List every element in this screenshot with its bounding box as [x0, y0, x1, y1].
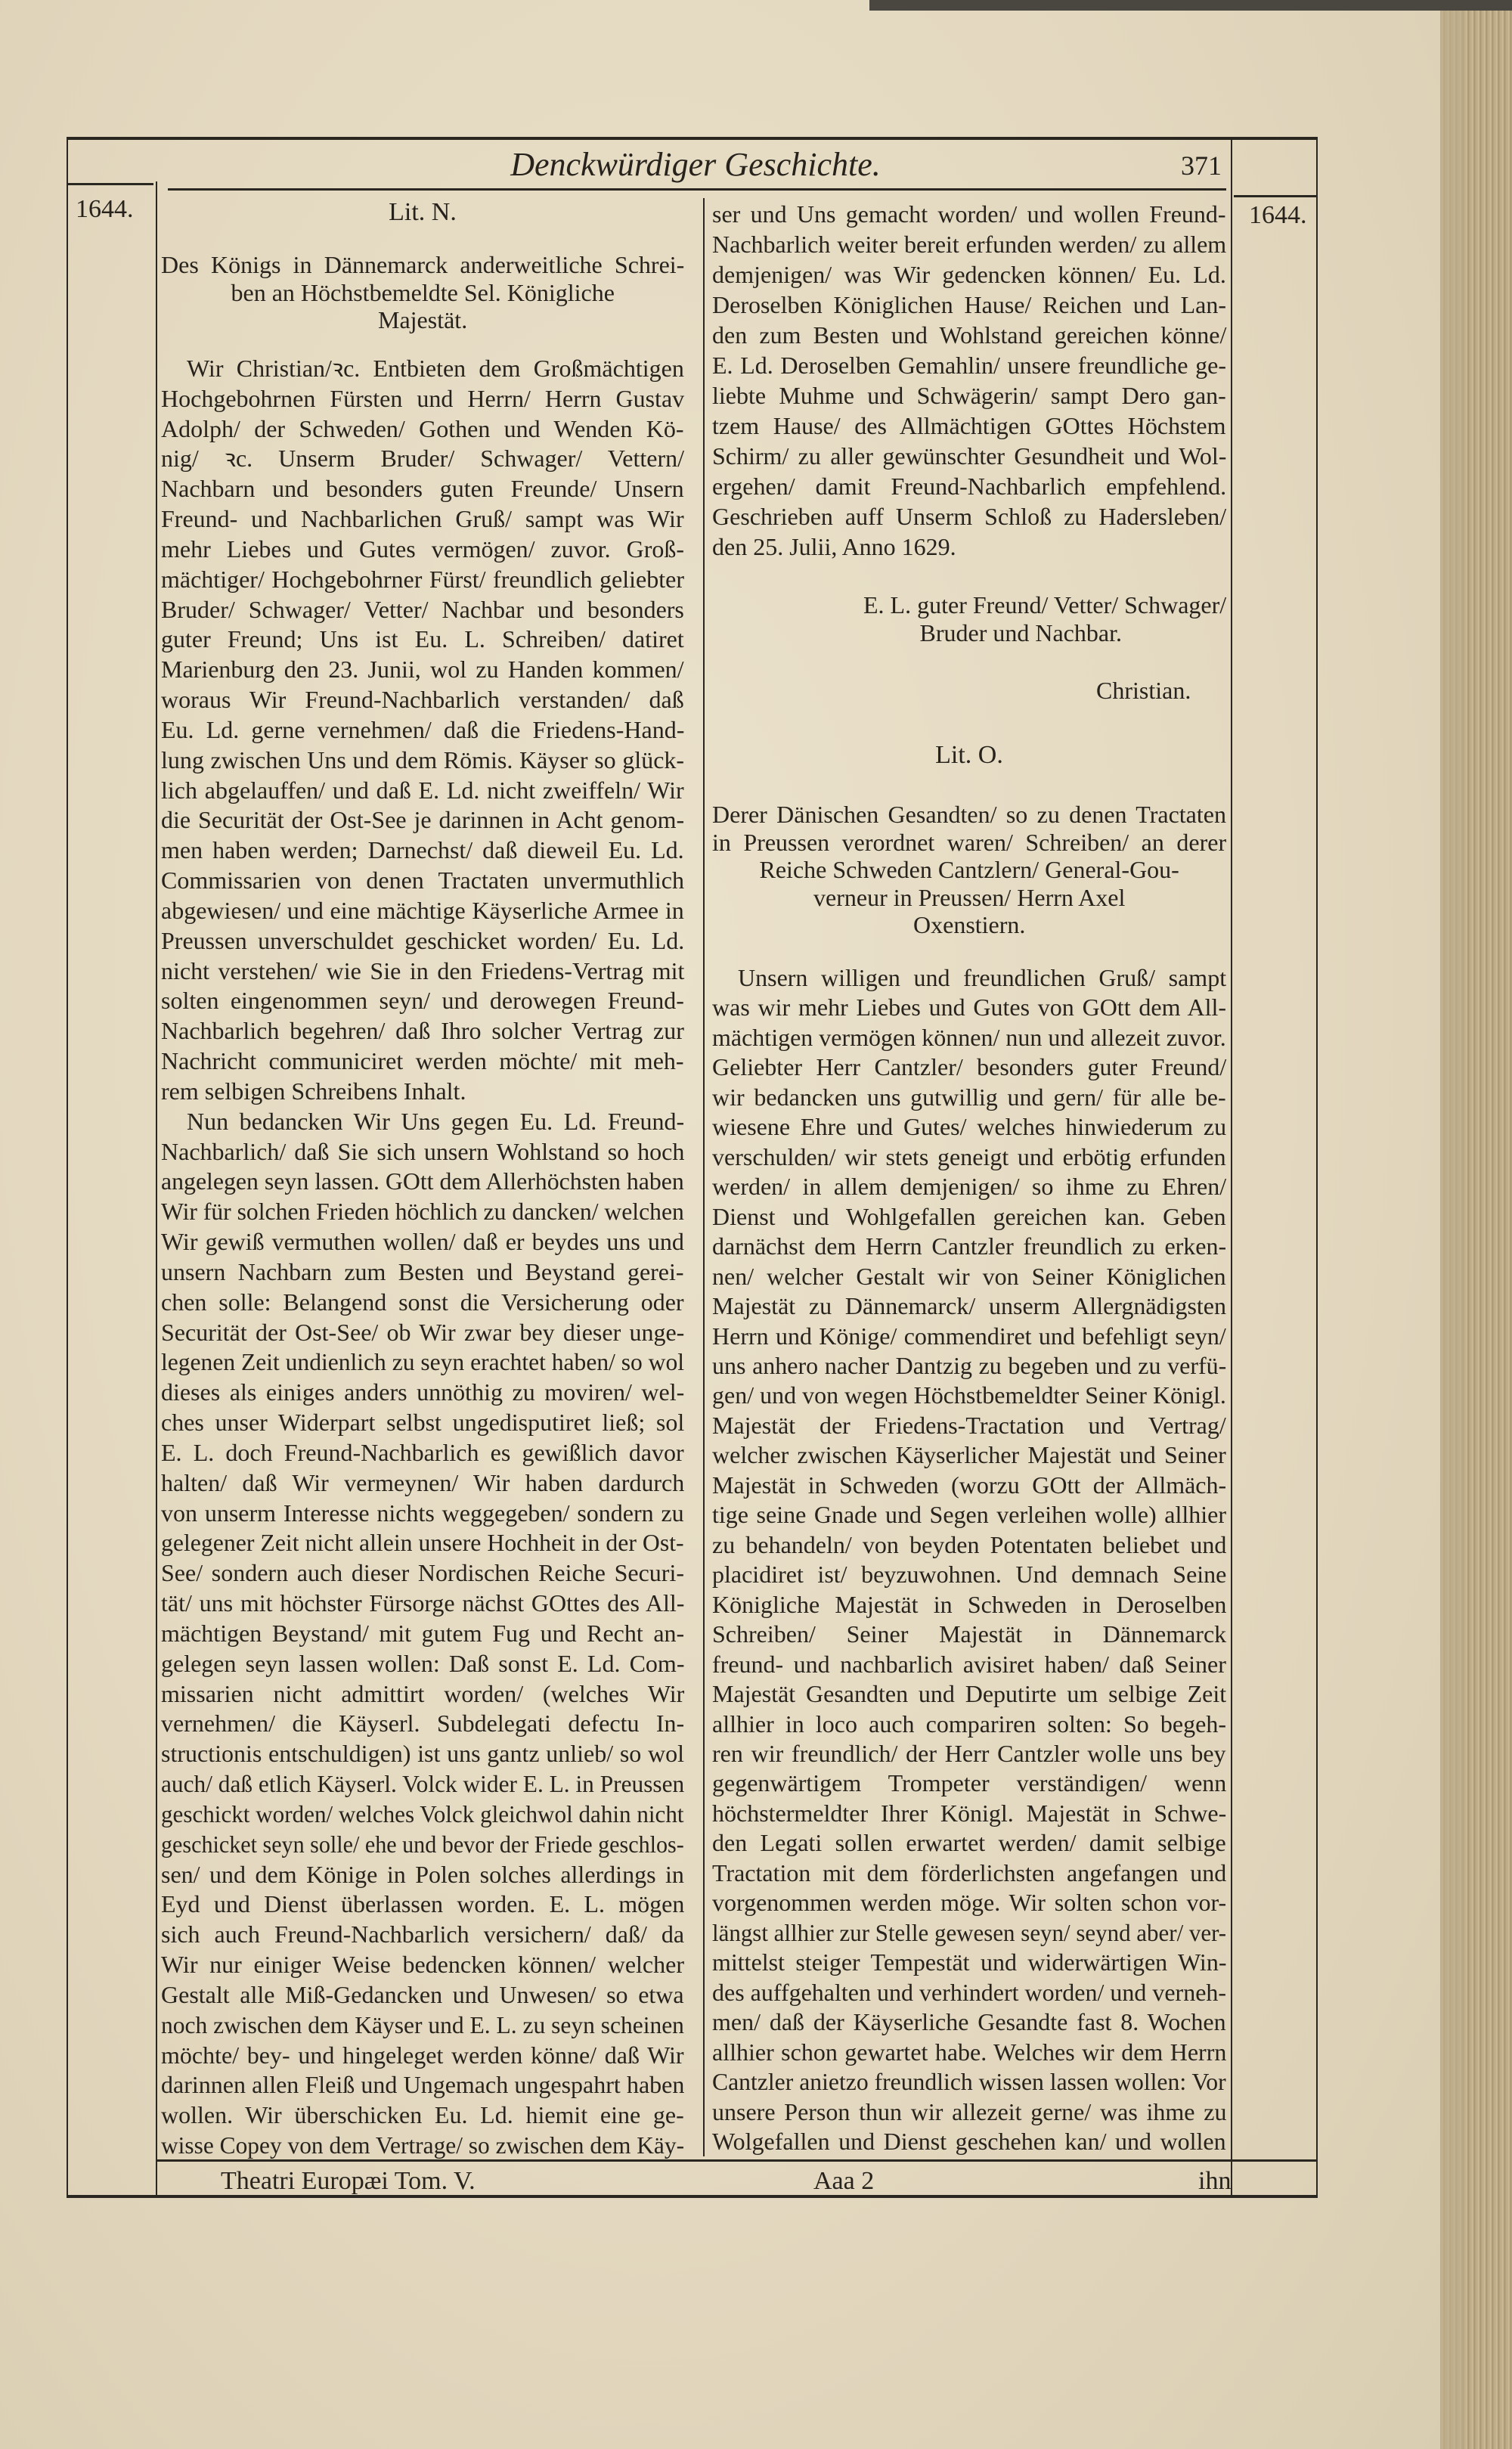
body-line: Schreiben/ Seiner Majestät in Dännemarck — [712, 1620, 1227, 1648]
letter-signature: Christian. — [1096, 677, 1191, 704]
body-line: men haben werden; Darnechst/ daß dieweil Eu. Ld. — [161, 836, 684, 864]
body-line: verschulden/ wir stets geneigt und erbötig erfunden — [712, 1142, 1226, 1170]
body-line: des auffgehalten und verhindert worden/ und verneh- — [712, 1978, 1227, 2006]
body-line: Cantzler anietzo freundlich wissen lassen wollen: Vor — [712, 2068, 1226, 2096]
body-line: ren wir freundlich/ der Herr Cantzler wolle uns bey — [712, 1740, 1226, 1767]
inner-left-frame — [156, 181, 157, 2197]
body-line: guter Freund; Uns ist Eu. L. Schreiben/ datiret — [161, 625, 684, 653]
body-line: mächtigen Beystand/ mit gutem Fug und Recht an- — [161, 1619, 685, 1647]
body-line: Wir für solchen Frieden höchlich zu dancken/ welchen — [161, 1198, 684, 1226]
body-line: darnächst dem Herrn Cantzler freundlich zu erken- — [712, 1232, 1227, 1260]
body-line: Tractation mit dem förderlichsten angefangen und — [712, 1858, 1227, 1886]
top-rule — [67, 137, 1318, 140]
outer-left-frame — [67, 138, 68, 2196]
body-line: Wir gewiß vermuthen wollen/ daß er beydes uns und — [161, 1228, 684, 1256]
body-line: ergehen/ damit Freund-Nachbarlich empfehlend. — [712, 473, 1227, 500]
closing-line: E. L. guter Freund/ Vetter/ Schwager/ — [863, 591, 1227, 618]
body-line: nicht verstehen/ wie Sie in den Friedens-Vertrag mit — [161, 956, 685, 984]
body-line: Nachbarn und besonders guten Freunde/ Unsern — [161, 475, 684, 503]
body-line: Wir Christian/ꝛc. Entbieten dem Großmächtigen — [187, 355, 684, 382]
body-line: Wir nur einiger Weise bedencken können/ welcher — [161, 1951, 684, 1979]
body-line: wir bedancken uns gutwillig und gern/ für alle be- — [712, 1083, 1226, 1111]
heading-line: Derer Dänischen Gesandten/ so zu denen Tractaten — [712, 801, 1226, 828]
heading-line: ben an Höchstbemeldte Sel. Königliche — [231, 279, 615, 306]
heading-line: in Preussen verordnet waren/ Schreiben/ an derer — [712, 829, 1227, 856]
body-line: Marienburg den 23. Junii, wol zu Handen kommen/ — [161, 656, 684, 684]
body-line: placidiret ist/ beyzuwohnen. Und demnach Seine — [712, 1561, 1227, 1589]
running-title: Denckwürdiger Geschichte. — [510, 146, 881, 183]
body-line: Wolgefallen und Dienst geschehen kan/ und wollen — [712, 2128, 1226, 2155]
body-line: zu behandeln/ von beyden Potentaten beliebet und — [712, 1530, 1227, 1558]
body-line: gelegener Zeit nicht allein unsere Hochheit in der Ost- — [161, 1529, 684, 1557]
body-line: Eyd und Dienst überlassen worden. E. L. mögen — [161, 1890, 685, 1918]
body-line: uns anhero nacher Dantzig zu begeben und zu verfü- — [712, 1352, 1227, 1379]
body-line: unsere Person thun wir allezeit gerne/ was ihme zu — [712, 2097, 1227, 2125]
body-line: Securität der Ost-See/ ob Wir zwar bey dieser unge- — [161, 1318, 685, 1346]
body-line: tige seine Gnade und Segen verleihen wolle) allhier — [712, 1501, 1226, 1529]
body-line: freund- und nachbarlich avisiret haben/ daß Seiner — [712, 1650, 1226, 1678]
body-line: lung zwischen Uns und dem Römis. Käyser so glück- — [161, 746, 685, 773]
column-divider — [703, 198, 705, 2156]
inner-right-frame — [1231, 138, 1232, 2197]
body-line: dieses als einiges anders unnöthig zu moviren/ wel- — [161, 1378, 685, 1406]
footer-signature-mark: Aaa 2 — [813, 2167, 875, 2195]
header-underline — [168, 188, 1226, 191]
body-line: legenen Zeit undienlich zu seyn erachtet haben/ so wol — [161, 1348, 685, 1376]
body-line: geschickt worden/ welches Volck gleichwol dahin nicht — [161, 1800, 684, 1827]
body-line: mittelst steiger Tempestät und widerwärtigen Win- — [712, 1948, 1227, 1976]
body-line: noch zwischen dem Käyser und E. L. zu seyn scheinen — [161, 2010, 684, 2038]
heading-line: verneur in Preussen/ Herrn Axel — [813, 884, 1126, 911]
body-line: liebte Muhme und Schwägerin/ sampt Dero gan- — [712, 382, 1226, 409]
body-line: geschicket seyn solle/ ehe und bevor der Friede geschlos- — [161, 1830, 684, 1858]
body-line: sich auch Freund-Nachbarlich versichern/ daß/ da — [161, 1920, 685, 1948]
body-line: lich abgelauffen/ und daß E. Ld. nicht zweiffeln/ Wir — [161, 776, 684, 804]
body-line: Dienst und Wohlgefallen gereichen kan. Geben — [712, 1202, 1226, 1230]
body-line: vernehmen/ die Käyserl. Subdelegati defectu In- — [161, 1710, 685, 1738]
body-line: Majestät in Schweden (worzu GOtt der Allmäch- — [712, 1471, 1227, 1499]
body-line: sen/ und dem Könige in Polen solches allerdings in — [161, 1860, 684, 1888]
heading-line: Majestät. — [378, 306, 468, 333]
body-line: Nachbarlich weiter bereit erfunden werden/ zu allem — [712, 231, 1227, 258]
body-line: demjenigen/ was Wir gedencken können/ Eu. Ld. — [712, 261, 1226, 288]
heading-line: Reiche Schweden Cantzlern/ General-Gou- — [759, 856, 1179, 883]
footer-catchword: ihn — [1198, 2167, 1232, 2195]
body-line: Geschrieben auff Unserm Schloß zu Hadersleben/ — [712, 503, 1227, 530]
body-line: ser und Uns gemacht worden/ und wollen Freund- — [712, 200, 1226, 228]
body-line: Gestalt alle Miß-Gedancken und Unwesen/ so etwa — [161, 1980, 684, 2008]
body-line: den 25. Julii, Anno 1629. — [712, 533, 956, 560]
body-line: Majestät zu Dännemarck/ unserm Allergnädigsten — [712, 1292, 1226, 1320]
body-line: chen solle: Belangend sonst die Versicherung oder — [161, 1288, 684, 1316]
body-line: mächtigen vermögen können/ nun und allezeit zuvor. — [712, 1023, 1226, 1051]
body-line: See/ sondern auch dieser Nordischen Reiche Securi- — [161, 1559, 685, 1587]
body-line: rem selbigen Schreibens Inhalt. — [161, 1077, 466, 1105]
body-line: darinnen allen Fleiß und Ungemach ungespahrt haben — [161, 2071, 685, 2099]
body-line: den Legati sollen erwartet werden/ damit selbige — [712, 1829, 1226, 1857]
body-line: Freund- und Nachbarlichen Gruß/ sampt was Wir — [161, 505, 684, 533]
body-line: Königliche Majestät in Schweden in Deroselben — [712, 1590, 1227, 1618]
body-line: Eu. Ld. gerne vernehmen/ daß die Friedens-Hand- — [161, 715, 685, 743]
footer-volume: Theatri Europæi Tom. V. — [221, 2167, 476, 2195]
body-line: mächtiger/ Hochgebohrner Fürst/ freundlich geliebter — [161, 565, 684, 593]
body-line: auch/ daß etlich Käyserl. Volck wider E. L. in Preussen — [161, 1770, 685, 1798]
body-line: wisse Copey von dem Vertrage/ so zwischen dem Käy- — [161, 2131, 685, 2159]
body-line: Hochgebohrnen Fürsten und Herrn/ Herrn Gustav — [161, 384, 685, 412]
body-line: allhier in loco auch compariren solten: So begeh- — [712, 1710, 1226, 1738]
body-line: Nachricht communiciret werden möchte/ mit meh- — [161, 1047, 684, 1075]
section-label-lit-o: Lit. O. — [935, 741, 1003, 769]
body-line: unsern Nachbarn zum Besten und Beystand gerei- — [161, 1257, 684, 1285]
body-line: tzem Hause/ des Allmächtigen GOttes Höchstem — [712, 412, 1226, 439]
book-gutter-shadow — [1440, 11, 1463, 2449]
heading-line: Des Königs in Dännemarck anderweitliche Schrei- — [161, 251, 685, 278]
body-line: abgewiesen/ und eine mächtige Käyserliche Armee in — [161, 896, 684, 924]
outer-right-frame — [1316, 138, 1318, 2196]
body-line: vorgenommen werden möge. Wir solten schon vor- — [712, 1889, 1227, 1917]
body-line: gen/ und von wegen Höchstbemeldter Seiner Königl. — [712, 1381, 1226, 1409]
body-line: woraus Wir Freund-Nachbarlich verstanden/ daß — [161, 686, 684, 714]
body-line: E. Ld. Deroselben Gemahlin/ unsere freundliche ge- — [712, 352, 1226, 379]
body-line: missarien nicht admittirt worden/ (welches Wir — [161, 1679, 685, 1707]
body-line: Deroselben Königlichen Hause/ Reichen und Lan- — [712, 291, 1227, 318]
body-line: allhier schon gewartet habe. Welches wir dem Herrn — [712, 2038, 1227, 2066]
scan-top-shadow — [869, 0, 1512, 11]
body-line: was wir mehr Liebes und Gutes von GOtt dem All- — [712, 994, 1227, 1021]
body-line: nig/ ꝛc. Unserm Bruder/ Schwager/ Vettern/ — [161, 445, 684, 473]
section-label-lit-n: Lit. N. — [389, 198, 457, 226]
heading-line: Oxenstiern. — [913, 911, 1026, 938]
body-line: nen/ welcher Gestalt wir von Seiner Königlichen — [712, 1262, 1226, 1290]
body-line: Adolph/ der Schweden/ Gothen und Wenden Kö- — [161, 414, 684, 442]
body-line: angelegen seyn lassen. GOtt dem Allerhöchsten haben — [161, 1167, 684, 1195]
right-margin-rule — [1234, 195, 1317, 197]
body-line: halten/ daß Wir vermeynen/ Wir haben dardurch — [161, 1468, 685, 1496]
body-line: längst allhier zur Stelle gewesen seyn/ seynd aber/ ver- — [712, 1918, 1227, 1946]
page-number: 371 — [1181, 150, 1222, 181]
body-line: Majestät Gesandten und Deputirte um selbige Zeit — [712, 1680, 1227, 1708]
body-line: solten eingenommen seyn/ und derowegen Freund- — [161, 987, 684, 1015]
body-line: gelegen seyn lassen wollen: Daß sonst E. Ld. Com- — [161, 1649, 685, 1677]
body-line: wollen. Wir überschicken Eu. Ld. hiemit eine ge- — [161, 2101, 684, 2129]
body-line: möchte/ bey- und hingeleget werden könne/ daß Wir — [161, 2041, 684, 2069]
body-line: mehr Liebes und Gutes vermögen/ zuvor. Groß- — [161, 535, 685, 563]
body-line: von unserm Interesse nichts weggegeben/ sondern zu — [161, 1499, 684, 1527]
body-line: die Securität der Ost-See je darinnen in Acht genom- — [161, 806, 685, 834]
body-line: Nun bedancken Wir Uns gegen Eu. Ld. Freund- — [187, 1107, 685, 1135]
body-line: wiesene Ehre und Gutes/ welches hinwiederum zu — [712, 1113, 1227, 1141]
body-line: ches unser Widerpart selbst ungedisputiret ließ; sol — [161, 1409, 685, 1437]
body-line: Geliebter Herr Cantzler/ besonders guter Freund/ — [712, 1053, 1227, 1081]
body-line: Nachbarlich/ daß Sie sich unsern Wohlstand so hoch — [161, 1137, 685, 1165]
body-line: gegenwärtigem Trompeter verständigen/ wenn — [712, 1769, 1227, 1797]
body-line: Schirm/ zu aller gewünschter Gesundheit und Wol- — [712, 442, 1227, 470]
body-line: Commissarien von denen Tractaten unvermuthlich — [161, 866, 684, 894]
margin-year-right: 1644. — [1249, 201, 1307, 229]
body-line: Nachbarlich begehren/ daß Ihro solcher Vertrag zur — [161, 1017, 684, 1045]
body-line: höchstermeldter Ihrer Königl. Majestät in Schwe- — [712, 1799, 1227, 1827]
body-line: tät/ uns mit höchster Fürsorge nächst GOttes des All- — [161, 1589, 685, 1617]
body-line: men/ daß der Käyserliche Gesandte fast 8. Wochen — [712, 2008, 1226, 2036]
body-line: Preussen unverschuldet geschicket worden/ Eu. Ld. — [161, 926, 685, 954]
closing-line: Bruder und Nachbar. — [919, 619, 1122, 646]
body-line: E. L. doch Freund-Nachbarlich es gewißlich davor — [161, 1438, 684, 1466]
body-line: Unsern willigen und freundlichen Gruß/ sampt — [738, 964, 1227, 991]
body-line: den zum Besten und Wohlstand gereichen könne/ — [712, 321, 1227, 349]
body-line: welcher zwischen Käyserlicher Majestät und Seiner — [712, 1441, 1226, 1469]
body-line: Bruder/ Schwager/ Vetter/ Nachbar und besonders — [161, 595, 684, 623]
body-line: werden/ in allem demjenigen/ so ihme zu Ehren/ — [712, 1173, 1227, 1201]
body-line: structionis entschuldigen) ist uns gantz unlieb/ so wol — [161, 1740, 685, 1768]
margin-year-left: 1644. — [76, 195, 134, 223]
body-line: Majestät der Friedens-Tractation und Vertrag/ — [712, 1411, 1226, 1439]
body-line: Herrn und Könige/ commendiret und befehligt seyn/ — [712, 1322, 1226, 1350]
